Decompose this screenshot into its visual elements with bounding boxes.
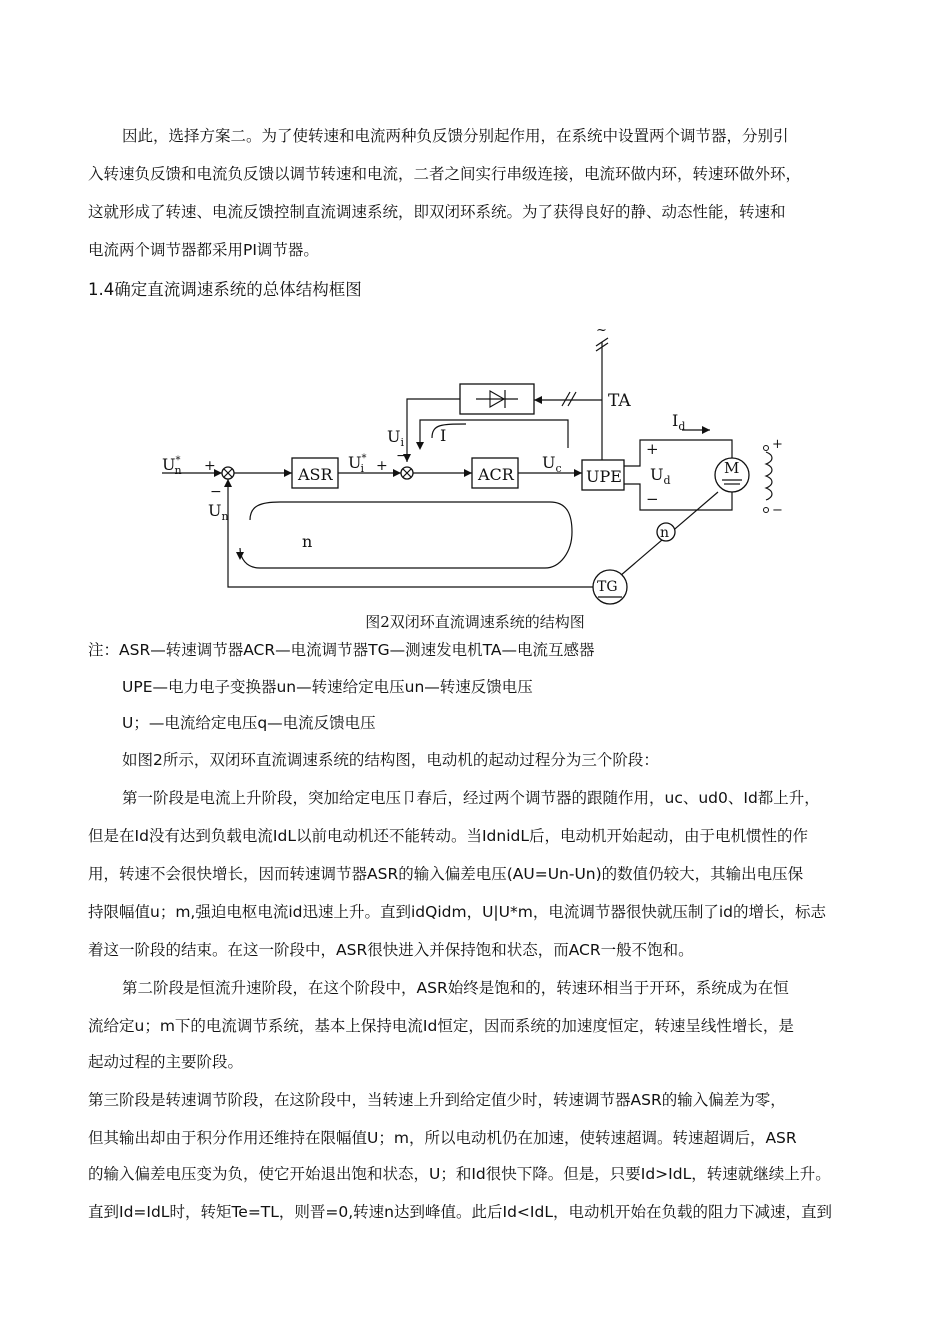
ta-label: TA: [608, 391, 631, 411]
svg-text:+: +: [204, 458, 216, 474]
svg-text:−: −: [772, 503, 783, 518]
asr-label: ASR: [298, 465, 333, 484]
body-line-9: 起动过程的主要阶段。: [88, 1053, 244, 1071]
body-line-8: 流给定u；m下的电流调节系统，基本上保持电流Id恒定，因而系统的加速度恒定，转速呈线性增长，是: [88, 1017, 794, 1035]
note-line-1: 注：ASR—转速调节器ACR—电流调节器TG—测速发电机TA—电流互感器: [88, 641, 595, 659]
paragraph-1-line-1: 因此，选择方案二。为了使转速和电流两种负反馈分别起作用，在系统中设置两个调节器，分别引: [122, 127, 789, 145]
ui-label: $U_i$: [387, 427, 405, 449]
ui-star-label: U* i: [348, 453, 367, 475]
body-line-3: 但是在Id没有达到负载电流IdL以前电动机还不能转动。当IdnidL后，电动机开始起动，由于电机惯性的作: [88, 827, 808, 845]
body-line-1: 如图2所示，双闭环直流调速系统的结构图，电动机的起动过程分为三个阶段：: [122, 751, 659, 769]
body-line-4: 用，转速不会很快增长，因而转速调节器ASR的输入偏差电压(AU=Un-Un)的数值仍较大，其输出电压保: [88, 865, 804, 883]
section-heading: 1.4确定直流调速系统的总体结构框图: [88, 280, 362, 299]
paragraph-1-line-2: 入转速负反馈和电流负反馈以调节转速和电流，二者之间实行串级连接，电流环做内环，转速环做外环，: [88, 165, 802, 183]
svg-text:+: +: [646, 440, 659, 458]
svg-text:−: −: [396, 448, 408, 464]
motor-label: M: [724, 459, 740, 477]
body-line-7: 第二阶段是恒流升速阶段，在这个阶段中，ASR始终是饱和的，转速环相当于开环，系统成为在恒: [122, 979, 789, 997]
field-winding-icon: [766, 452, 772, 500]
block-diagram: [150, 320, 800, 610]
body-line-13: 直到Id=IdL时，转矩Te=TL，则晋=0,转速n达到峰值。此后Id<IdL，电动机开始在负载的阻力下减速，直到: [88, 1203, 832, 1221]
svg-text:−: −: [646, 490, 659, 508]
note-line-3: U；—电流给定电压q—电流反馈电压: [122, 714, 376, 732]
body-line-5: 持限幅值u；m,强迫电枢电流id迅速上升。直到idQidm，U|U*m，电流调节器很快就压制了id的增长，标志: [88, 903, 826, 921]
paragraph-1-line-3: 这就形成了转速、电流反馈控制直流调速系统，即双闭环系统。为了获得良好的静、动态性能，转速和: [88, 203, 786, 221]
ud-label: $U_d$: [650, 465, 671, 487]
body-line-11: 但其输出却由于积分作用还维持在限幅值U；m，所以电动机仍在加速，使转速超调。转速超调后，ASR: [88, 1129, 797, 1147]
body-line-2: 第一阶段是电流上升阶段，突加给定电压卩春后，经过两个调节器的跟随作用，uc、ud0、Id都上升，: [122, 789, 820, 807]
acr-label: ACR: [478, 465, 514, 484]
un-label: $U_n$: [208, 501, 229, 523]
figure-caption: 图2双闭环直流调速系统的结构图: [365, 613, 585, 631]
un-star-label: U* n: [162, 455, 182, 477]
svg-text:+: +: [376, 458, 388, 474]
svg-text:n: n: [660, 525, 670, 541]
svg-text:+: +: [772, 437, 783, 452]
speed-loop-label: n: [302, 532, 313, 551]
body-line-10: 第三阶段是转速调节阶段，在这阶段中，当转速上升到给定值少时，转速调节器ASR的输入偏差为零，: [88, 1091, 786, 1109]
id-label: $I_d$: [672, 411, 686, 433]
current-loop-label: I: [440, 426, 447, 445]
body-line-12: 的输入偏差电压变为负，使它开始退出饱和状态，U；和Id很快下降。但是，只要Id>IdL，转速就继续上升。: [88, 1165, 831, 1183]
ac-source-label: ~: [596, 323, 607, 338]
svg-text:−: −: [210, 484, 222, 500]
note-line-2: UPE—电力电子变换器un—转速给定电压un—转速反馈电压: [122, 678, 533, 696]
uc-label: $U_c$: [542, 453, 562, 475]
upe-label: UPE: [586, 467, 622, 486]
tg-label: TG: [597, 579, 618, 595]
paragraph-1-line-4: 电流两个调节器都采用PI调节器。: [88, 241, 319, 259]
body-line-6: 着这一阶段的结束。在这一阶段中，ASR很快进入并保持饱和状态，而ACR一般不饱和。: [88, 941, 694, 959]
